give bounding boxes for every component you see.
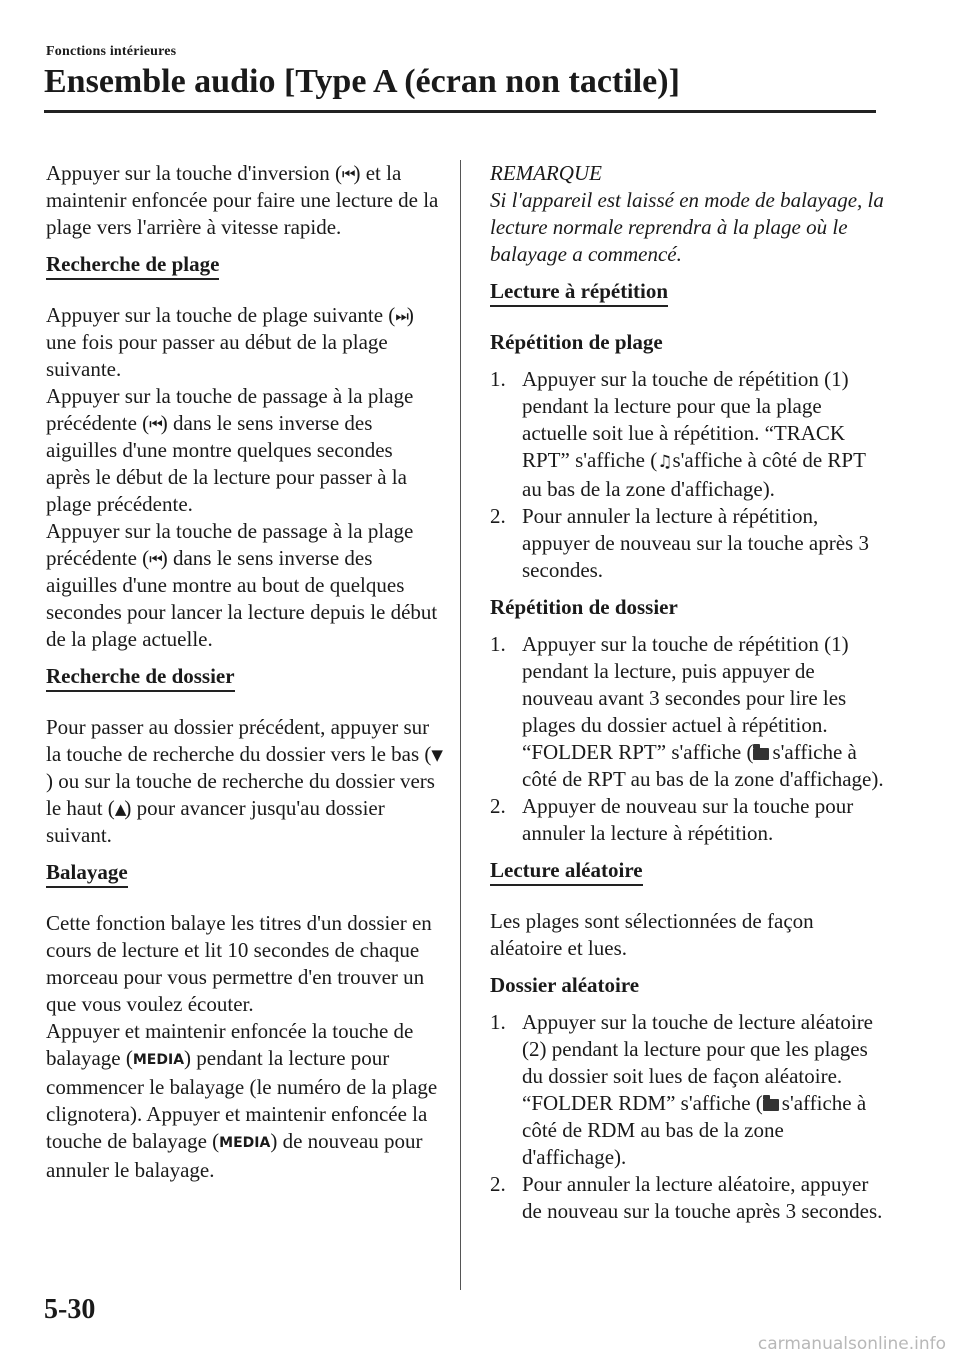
- heading-folder-search: Recherche de dossier: [46, 663, 235, 692]
- folder-icon: [753, 748, 769, 760]
- paragraph-reverse: Appuyer sur la touche d'inversion (⏮) et la maintenir enfoncée pour faire une lecture de la plage vers l'arrière à vitesse rapide.: [46, 161, 439, 239]
- list-item: 1. Appuyer sur la touche de lecture aléatoire (2) pendant la lecture pour que les plages du dossier soit lues de façon aléatoire. “FOLDER RDM” s'affiche ( s'affiche à côté de RDM au bas de la zone d'affichage).: [490, 1010, 874, 1169]
- paragraph-folder-search: Pour passer au dossier précédent, appuyer sur la touche de recherche du dossier vers le bas (▼) ou sur la touche de recherche du dossier vers le haut (▲) pour avancer jusqu'au dossier suivant.: [46, 715, 441, 847]
- list-item: 2. Pour annuler la lecture aléatoire, appuyer de nouveau sur la touche après 3 secondes.: [490, 1172, 883, 1223]
- prev-track-icon: ⏮: [341, 165, 354, 183]
- title-rule: [44, 110, 876, 113]
- steps-folder-random: [490, 1009, 890, 1225]
- paragraph-scan: Cette fonction balaye les titres d'un dossier en cours de lecture et lit 10 secondes de chaque morceau pour vous permettre d'en trouver un que vous voulez écouter. Appuyer et maintenir enfoncée la touche de balayage (MEDIA) pendant la lecture pour commencer le balayage (le numéro de la plage clignotera). Appuyer et maintenir enfoncée la touche de balayage (MEDIA) de nouveau pour annuler le balayage.: [46, 911, 438, 1182]
- down-arrow-icon: ▼: [431, 746, 441, 764]
- page-number: 5-30: [44, 1294, 96, 1325]
- subheading-folder-random: Dossier aléatoire: [490, 973, 640, 997]
- list-item: 2. Pour annuler la lecture à répétition, appuyer de nouveau sur la touche après 3 secondes.: [490, 504, 869, 582]
- right-column: [490, 160, 890, 1235]
- column-divider: [460, 160, 461, 1290]
- up-arrow-icon: ▲: [114, 800, 125, 818]
- subheading-folder-repeat: Répétition de dossier: [490, 595, 678, 619]
- music-note-icon: ♫: [657, 452, 673, 472]
- section-label: Fonctions intérieures: [46, 44, 177, 59]
- subheading-track-repeat: Répétition de plage: [490, 330, 663, 354]
- heading-scan: Balayage: [46, 859, 128, 888]
- folder-icon: [763, 1099, 779, 1111]
- left-column: [46, 160, 442, 1194]
- steps-track-repeat: [490, 366, 890, 584]
- list-item: 1. Appuyer sur la touche de répétition (1) pendant la lecture pour que la plage actuelle soit lue à répétition. “TRACK RPT” s'affiche (♫s'affiche à côté de RPT au bas de la zone d'affichage).: [490, 367, 866, 501]
- heading-random: Lecture aléatoire: [490, 857, 643, 886]
- list-item: 2. Appuyer de nouveau sur la touche pour annuler la lecture à répétition.: [490, 794, 854, 845]
- prev-track-icon: ⏮: [149, 415, 161, 433]
- paragraph-track-search: Appuyer sur la touche de plage suivante (⏭) une fois pour passer au début de la plage suivante. Appuyer sur la touche de passage à la plage précédente (⏮) dans le sens inverse des aiguilles d'une montre quelques secondes après le début de la lecture pour passer à la plage précédente. Appuyer sur la touche de passage à la plage précédente (⏮) dans le sens inverse des aiguilles d'une montre au bout de quelques secondes pour lancer la lecture depuis le début de la plage actuelle.: [46, 303, 438, 651]
- heading-track-search: Recherche de plage: [46, 251, 219, 280]
- next-track-icon: ⏭: [395, 307, 407, 325]
- note-body: Si l'appareil est laissé en mode de balayage, la lecture normale reprendra à la plage où le balayage a commencé.: [490, 188, 884, 266]
- page-title: Ensemble audio [Type A (écran non tactile)]: [44, 63, 680, 100]
- watermark: carmanualsonline.info: [757, 1334, 946, 1354]
- media-button-icon: MEDIA: [219, 1135, 271, 1151]
- note-heading: REMARQUE: [490, 161, 602, 185]
- paragraph-random: Les plages sont sélectionnées de façon aléatoire et lues.: [490, 909, 814, 960]
- list-item: 1. Appuyer sur la touche de répétition (1) pendant la lecture, puis appuyer de nouveau avant 3 secondes pour lire les plages du dossier actuel à répétition. “FOLDER RPT” s'affiche ( s'affiche à côté de RPT au bas de la zone d'affichage).: [490, 632, 884, 791]
- media-button-icon: MEDIA: [132, 1052, 185, 1068]
- heading-repeat: Lecture à répétition: [490, 278, 668, 307]
- steps-folder-repeat: [490, 631, 890, 847]
- prev-track-icon: ⏮: [149, 550, 161, 568]
